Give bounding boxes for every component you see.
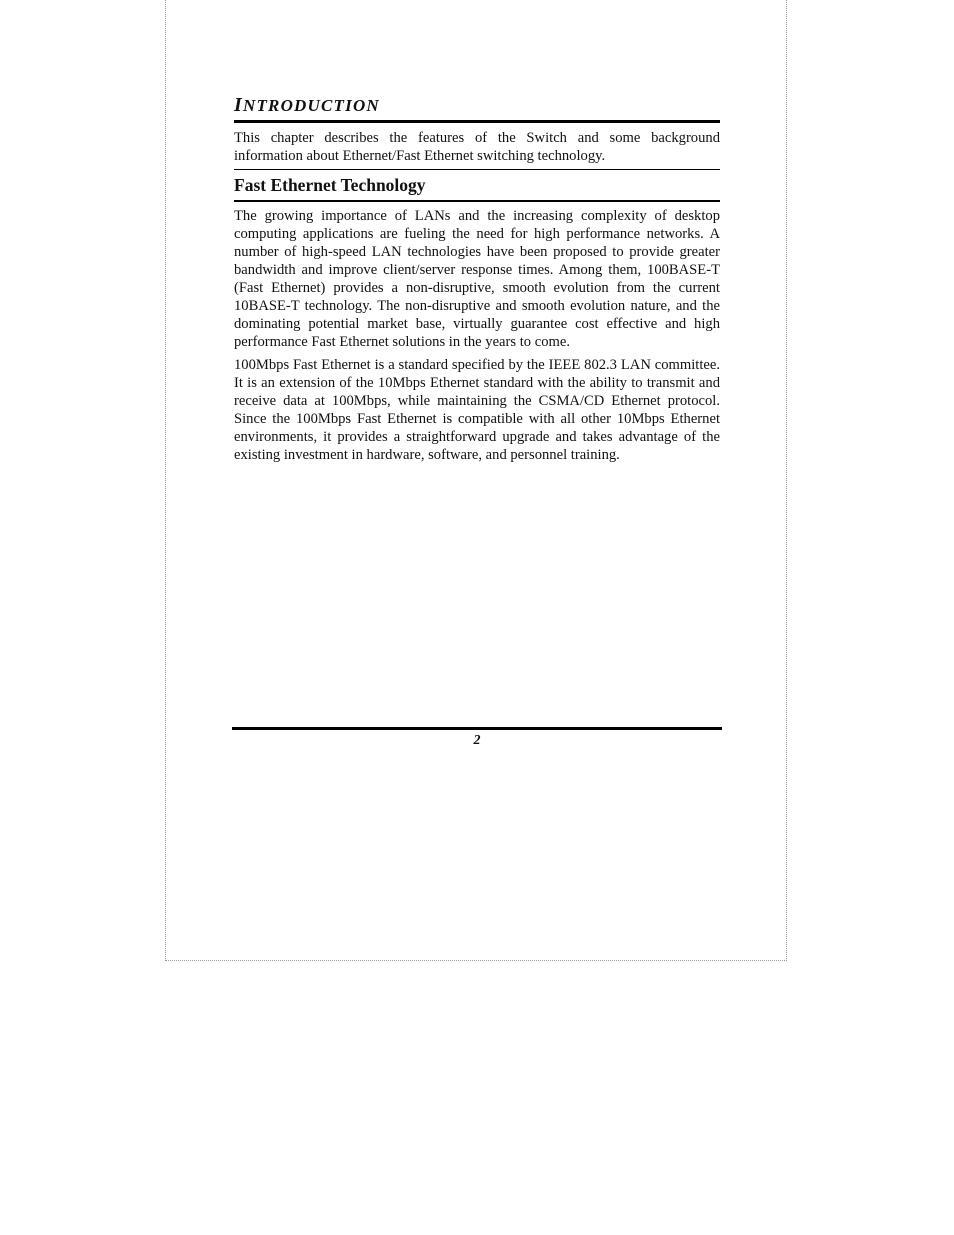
paragraph-lan-importance: The growing importance of LANs and the increasing complexity of desktop computing applications are fueling the need for high performance networks. A number of high-speed LAN technologies have been proposed to provide greater bandwidth and improve client/server response times. Among them, 100BASE-T (Fast Ethernet) provides a non-disruptive, smooth evolution from the current 10BASE-T technology. The non-disruptive and smooth evolution nature, and the dominating potential market base, virtually guarantee cost effective and high performance Fast Ethernet solutions in the years to come. xyxy=(234,208,720,350)
chapter-intro: This chapter describes the features of the Switch and some background information about Ethernet/Fast Ethernet switching technology. xyxy=(234,129,720,170)
chapter-title xyxy=(234,94,720,123)
page-number: 2 xyxy=(473,733,481,748)
page-content xyxy=(234,94,720,464)
chapter-title-initial: I xyxy=(234,94,243,116)
paragraph-100mbps-standard: 100Mbps Fast Ethernet is a standard specified by the IEEE 802.3 LAN committee. It is an extension of the 10Mbps Ethernet standard with the ability to transmit and receive data at 100Mbps, while maintaining the CSMA/CD Ethernet protocol. Since the 100Mbps Fast Ethernet is compatible with all other 10Mbps Ethernet environments, it provides a straightforward upgrade and takes advantage of the existing investment in hardware, software, and personnel training. xyxy=(234,357,720,463)
section-title: Fast Ethernet Technology xyxy=(234,174,720,202)
footer-rule xyxy=(232,727,722,730)
chapter-title-rest: NTRODUCTION xyxy=(242,96,380,115)
